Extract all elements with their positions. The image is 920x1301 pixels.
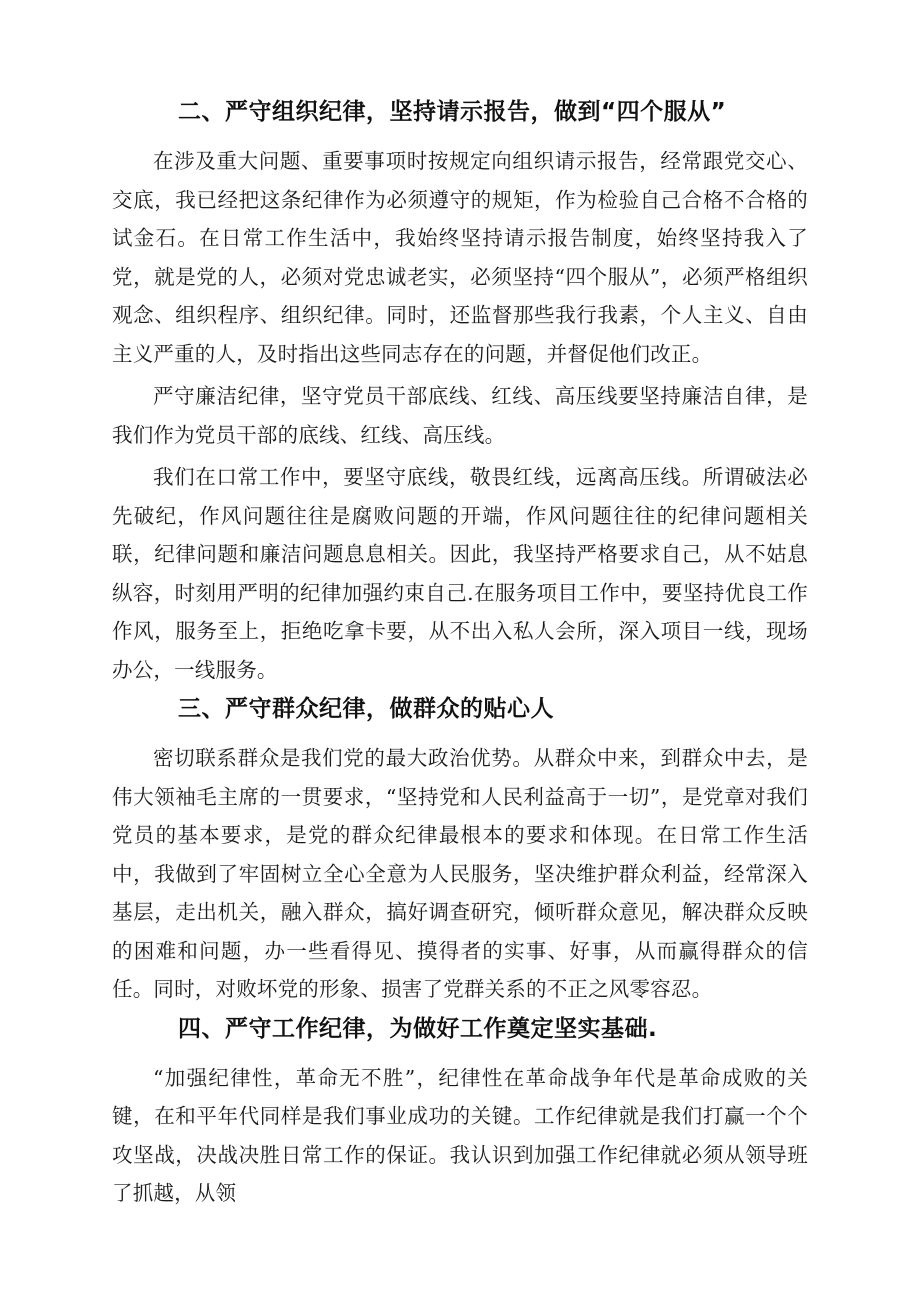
section-4-paragraph-1: “加强纪律性，革命无不胜”，纪律性在革命战争年代是革命成败的关键，在和平年代同样是我们事业成功的关键。工作纪律就是我们打赢一个个攻坚战，决战决胜日常工作的保证。我认识到加强工作纪律就必须从领导班了抓越，从领 — [112, 1065, 808, 1205]
section-heading-2: 二、严守组织纪律，坚持请示报告，做到“四个服从” — [178, 99, 727, 125]
section-2-paragraph-3: 我们在口常工作中，要坚守底线，敬畏红线，远离高压线。所谓破法必先破纪，作风问题往往是腐败问题的开端，作风问题往往的纪律问题相关联，纪律问题和廉洁问题息息相关。因此，我坚持严格要求自己，从不姑息纵容，时刻用严明的纪律加强约束自己.在服务项目工作中，要坚持优良工作作风，服务至上，拒绝吃拿卡要，从不出入私人会所，深入项目一线，现场办公，一线服务。 — [112, 465, 808, 682]
section-heading-3: 三、严守群众纪律，做群众的贴心人 — [178, 696, 554, 722]
section-2-paragraph-2: 严守廉洁纪律，坚守党员干部底线、红线、高压线要坚持廉洁自律，是我们作为党员干部的底线、红线、高压线。 — [112, 384, 808, 447]
section-heading-4: 四、严守工作纪律，为做好工作奠定坚实基础. — [178, 1015, 658, 1042]
section-3-paragraph-1: 密切联系群众是我们党的最大政治优势。从群众中来，到群众中去，是伟大领袖毛主席的一贯要求，“坚持党和人民利益高于一切”，是党章对我们党员的基本要求，是党的群众纪律最根本的要求和体现。在日常工作生活中，我做到了牢固树立全心全意为人民服务，坚决维护群众利益，经常深入基层，走出机关，融入群众，搞好调查研究，倾听群众意见，解决群众反映的困难和问题，办一些看得见、摸得者的实事、好事，从而赢得群众的信任。同时，对败坏党的形象、损害了党群关系的不正之风零容忍。 — [112, 746, 808, 1001]
section-2-paragraph-1: 在涉及重大问题、重要事项时按规定向组织请示报告，经常跟党交心、交底，我已经把这条纪律作为必须遵守的规矩，作为检验自己合格不合格的试金石。在日常工作生活中，我始终坚持请示报告制度，始终坚持我入了党，就是党的人，必须对党忠诚老实，必须坚持“四个服从”，必须严格组织观念、组织程序、组织纪律。同时，还监督那些我行我素，个人主义、自由主义严重的人，及时指出这些同志存在的问题，并督促他们改正。 — [112, 149, 808, 366]
